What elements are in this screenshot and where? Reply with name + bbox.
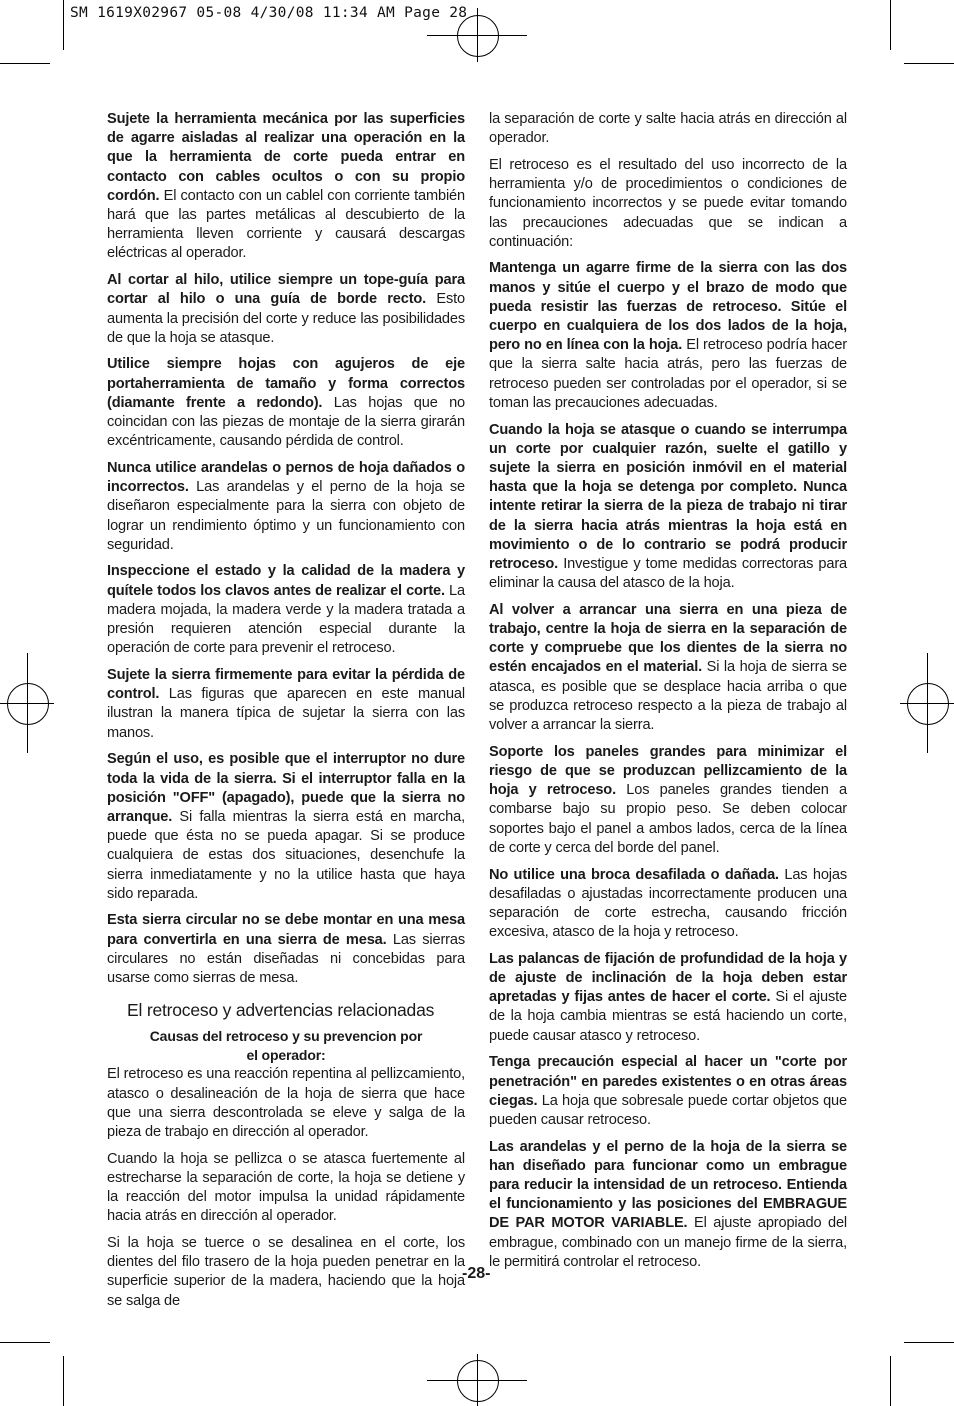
print-slug-header: SM 1619X02967 05-08 4/30/08 11:34 AM Page 28 xyxy=(70,5,468,21)
paragraph: la separación de corte y salte hacia atrás en dirección al operador. xyxy=(489,111,847,147)
paragraph: El retroceso es una reacción repentina al pellizcamiento, atasco o desalineación de la hoja de sierra que hace que una sierra descontrolada se eleve y salga de la pieza de trabajo en dirección al operador. xyxy=(107,1066,465,1141)
paragraph: Inspeccione el estado y la calidad de la madera y quítele todos los clavos antes de realizar el corte. La madera mojada, la madera verde y la madera tratada a presión requieren atención especial durante la operación de corte para prevenir el retroceso. xyxy=(107,563,465,657)
paragraph: Si la hoja se tuerce o se desalinea en el corte, los dientes del filo trasero de la hoja pueden penetrar en la superficie superior de la madera, haciendo que la hoja se salga de xyxy=(107,1235,465,1309)
paragraph: Cuando la hoja se pellizca o se atasca fuertemente al estrecharse la separación de corte, la hoja se detiene y la reacción del motor impulsa la unidad rápidamente hacia atrás en dirección al operador. xyxy=(107,1150,465,1225)
paragraph: No utilice una broca desafilada o dañada. Las hojas desafiladas o ajustadas incorrectamente producen una separación de corte estrecha, causando fricción excesiva, atasco de la hoja y retroceso. xyxy=(489,866,847,941)
paragraph: Mantenga un agarre firme de la sierra con las dos manos y sitúe el cuerpo y el brazo de modo que pueda resistir las fuerzas de retroceso. Sitúe el cuerpo en cualquiera de los dos lados de la hoja, pero no en línea con la hoja. El retroceso podría hacer que la sierra salte hacia atrás, pero las fuerzas de retroceso pueden ser controladas por el operador, si se toman las precauciones adecuadas. xyxy=(489,260,848,411)
paragraph: Cuando la hoja se atasque o cuando se interrumpa un corte por cualquier razón, suelte el gatillo y sujete la sierra en posición inmóvil en el material hasta que la hoja se detenga por completo. Nunca intente retirar la sierra de la pieza de trabajo ni tirar de la sierra hacia atrás mientras la hoja está en movimiento o de lo contrario se podrá producir retroceso. Investigue y tome medidas correctoras para eliminar la causa del atasco de la hoja. xyxy=(489,421,847,592)
paragraph: Esta sierra circular no se debe montar en una mesa para convertirla en una sierra de mesa. Las sierras circulares no están diseñadas ni concebidas para usarse como sierras de mesa. xyxy=(107,912,465,987)
paragraph: Las palancas de fijación de profundidad de la hoja y de ajuste de inclinación de la hoja deben estar apretadas y fijas antes de hacer el corte. Si el ajuste de la hoja cambia mientras se está haciendo un corte, puede causar atasco y retroceso. xyxy=(489,950,848,1044)
paragraph: Al cortar al hilo, utilice siempre un tope-guía para cortar al hilo o una guía de borde recto. Esto aumenta la precisión del corte y reduce las posibilidades de que la hoja se atasque. xyxy=(107,272,465,346)
paragraph: Soporte los paneles grandes para minimizar el riesgo de que se produzcan pellizcamiento de la hoja y retroceso. Los paneles grandes tienden a combarse bajo su propio peso. Se deben colocar soportes bajo el panel a ambos lados, cerca de la línea de corte y cerca del borde del panel. xyxy=(489,743,847,856)
paragraph: Sujete la sierra firmemente para evitar la pérdida de control. Las figuras que aparecen en este manual ilustran la manera típica de sujetar la sierra con las manos. xyxy=(107,666,465,741)
page-number: -28- xyxy=(462,1265,491,1282)
right-column xyxy=(489,110,847,1280)
left-column xyxy=(107,110,465,1318)
sub-heading: Causas del retroceso y su prevencion por el operador: xyxy=(149,1028,423,1064)
paragraph: Al volver a arrancar una sierra en una pieza de trabajo, centre la hoja de sierra en la separación de corte y compruebe que los dientes de la sierra no estén encajados en el material. Si la hoja de sierra se atasca, es posible que se desplace hacia arriba o que se produzca retroceso respecto a la pieza de trabajo al volver a arrancar la sierra. xyxy=(489,601,847,734)
paragraph: El retroceso es el resultado del uso incorrecto de la herramienta y/o de procedimientos o condiciones de funcionamiento incorrectos y se puede evitar tomando las precauciones adecuadas que se indican a continuación: xyxy=(489,156,847,250)
paragraph: Sujete la herramienta mecánica por las superficies de agarre aisladas al realizar una operación en la que la herramienta de corte pueda entrar en contacto con cables ocultos o con su propio cordón. El contacto con un cablel con corriente también hará que las partes metálicas al descubierto de la herramienta lleven corriente y causará descargas eléctricas al operador. xyxy=(107,111,465,262)
paragraph: Tenga precaución especial al hacer un "corte por penetración" en paredes existentes o en otras áreas ciegas. La hoja que sobresale puede cortar objetos que pueden causar retroceso. xyxy=(489,1054,847,1128)
paragraph: Nunca utilice arandelas o pernos de hoja dañados o incorrectos. Las arandelas y el perno de la hoja se diseñaron especialmente para la sierra con objeto de lograr un rendimiento óptimo y un funcionamiento con seguridad. xyxy=(107,459,465,553)
section-heading: El retroceso y advertencias relacionadas xyxy=(127,1000,435,1021)
paragraph: Las arandelas y el perno de la hoja de la sierra se han diseñado para funcionar como un embrague para reducir la intensidad de un retroceso. Entienda el funcionamiento y las posiciones del EMBRAGUE DE PAR MOTOR VARIABLE. El ajuste apropiado del embrague, combinado con un manejo firme de la sierra, le permitirá controlar el retroceso. xyxy=(489,1138,847,1270)
paragraph: Según el uso, es posible que el interruptor no dure toda la vida de la sierra. Si el interruptor falla en la posición "OFF" (apagado), puede que la sierra no arranque. Si falla mientras la sierra está en marcha, puede que ésta no se pueda apagar. Si se produce cualquiera de estas dos situaciones, desenchufe la sierra inmediatamente y no la utilice hasta que haya sido reparada. xyxy=(107,751,465,902)
paragraph: Utilice siempre hojas con agujeros de eje portaherramienta de tamaño y forma correctos (diamante frente a redondo). Las hojas que no coincidan con las piezas de montaje de la sierra girarán excéntricamente, causando pérdida de control. xyxy=(107,356,466,450)
